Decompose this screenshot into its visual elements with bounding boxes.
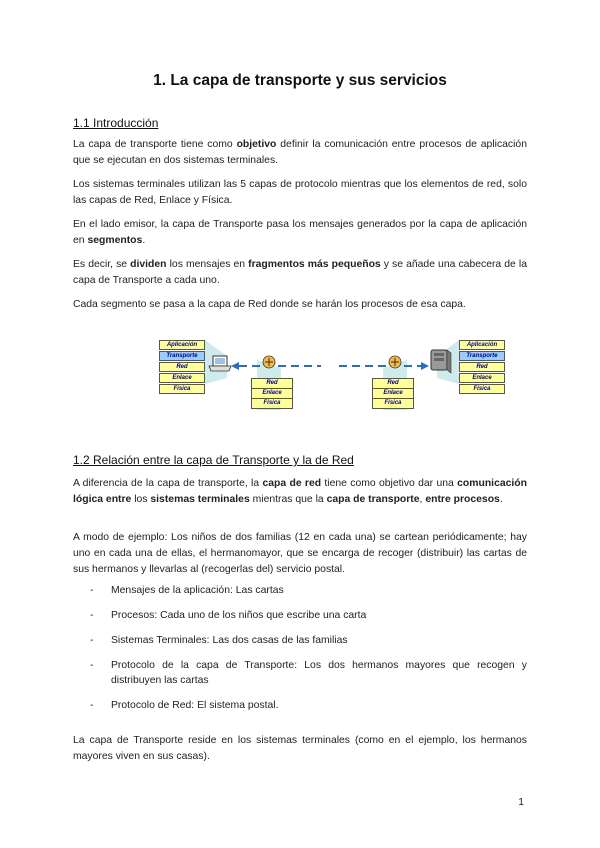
router-icon [263, 356, 275, 368]
paragraph-segments: En el lado emisor, la capa de Transporte pasa los mensajes generados por la capa de aplicación en segmentos. [73, 219, 527, 246]
analogy-list [73, 583, 527, 713]
paragraph-example: A modo de ejemplo: Los niños de dos familias (12 en cada una) se cartean periódicamente; hay uno en cada una de ellas, el hermanomayor, que se encarga de recoger (distribuir) las cartas de sus hermanos y llevarlas al (recogerlas del) servicio postal. [73, 532, 527, 575]
router-stack-left [251, 378, 293, 409]
server-icon [431, 350, 451, 373]
section-heading-relation: 1.2 Relación entre la capa de Transporte y la de Red [73, 453, 354, 467]
diagram-background [159, 338, 505, 412]
right-host-stack [459, 340, 505, 395]
layer-link: Enlace [252, 389, 292, 399]
list-item: - Protocolo de Red: El sistema postal. [73, 698, 527, 713]
paragraph-comparison: A diferencia de la capa de transporte, la capa de red tiene como objetivo dar una comunicación lógica entre los sistemas terminales mientras que la capa de transporte, entre procesos. [73, 478, 527, 505]
layer-link: Enlace [459, 373, 505, 383]
layer-link: Enlace [373, 389, 413, 399]
layer-network: Red [373, 379, 413, 389]
paragraph-fragments: Es decir, se dividen los mensajes en fragmentos más pequeños y se añade una cabecera de la capa de Transporte a cada uno. [73, 259, 527, 286]
layer-network: Red [252, 379, 292, 389]
paragraph-layers: Los sistemas terminales utilizan las 5 capas de protocolo mientras que los elementos de red, solo las capas de Red, Enlace y Física. [73, 179, 527, 206]
layer-network: Red [459, 362, 505, 372]
paragraph-objective: La capa de transporte tiene como objetivo definir la comunicación entre procesos de aplicación que se ejecutan en dos sistemas terminales. [73, 139, 527, 166]
section-heading-intro: 1.1 Introducción [73, 116, 159, 130]
arrowhead-left [231, 362, 239, 370]
layer-network: Red [159, 362, 205, 372]
page-title: 1. La capa de transporte y sus servicios [153, 72, 447, 89]
left-host-stack [159, 340, 205, 395]
arrowhead-right [421, 362, 429, 370]
layer-link: Enlace [159, 373, 205, 383]
layer-physical: Física [373, 399, 413, 408]
paragraph-conclusion: La capa de Transporte reside en los sistemas terminales (como en el ejemplo, los hermanos mayores viven en sus casas). [73, 735, 527, 762]
layer-application: Aplicación [459, 340, 505, 350]
layer-physical: Física [459, 384, 505, 394]
layer-application: Aplicación [159, 340, 205, 350]
list-item: - Mensajes de la aplicación: Las cartas [73, 583, 527, 598]
list-item: - Protocolo de la capa de Transporte: Los dos hermanos mayores que recogen y distribuyen las cartas [73, 658, 527, 688]
layer-physical: Física [159, 384, 205, 394]
router-stack-right [372, 378, 414, 409]
layer-transport: Transporte [159, 351, 205, 361]
list-item: - Sistemas Terminales: Las dos casas de las familias [73, 633, 527, 648]
network-diagram [159, 338, 505, 412]
page-number: 1 [518, 797, 524, 808]
list-item: - Procesos: Cada uno de los niños que escribe una carta [73, 608, 527, 623]
layer-transport: Transporte [459, 351, 505, 361]
router-icon [389, 356, 401, 368]
paragraph-network-layer: Cada segmento se pasa a la capa de Red donde se harán los procesos de esa capa. [73, 299, 466, 310]
layer-physical: Física [252, 399, 292, 408]
